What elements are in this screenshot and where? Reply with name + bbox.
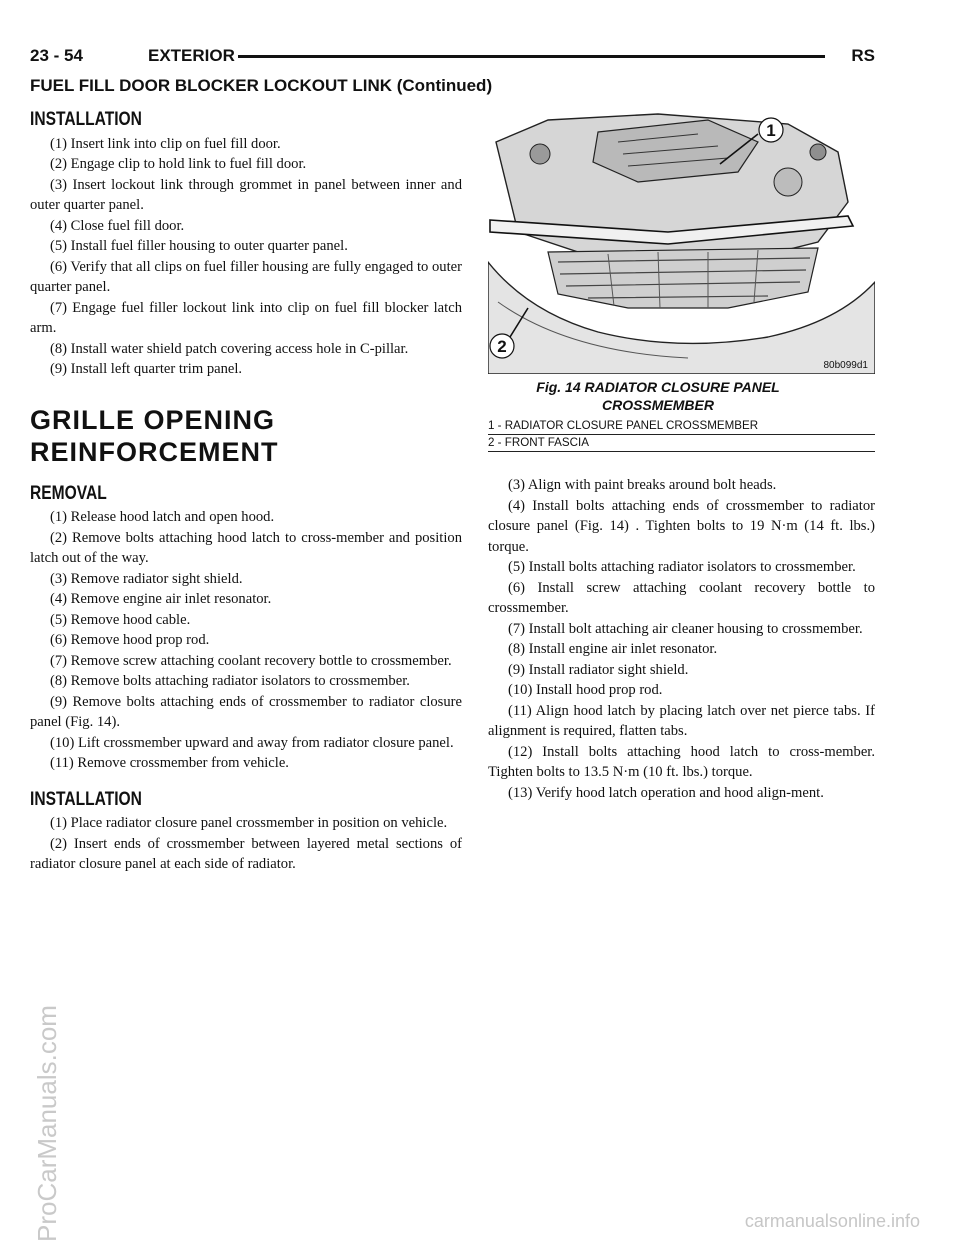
step: (4) Close fuel fill door.	[50, 217, 185, 234]
step: (10) Install hood prop rod.	[508, 682, 663, 698]
figure-radiator-crossmember	[488, 112, 875, 374]
removal-heading: REMOVAL	[30, 482, 107, 504]
callout-1: 1	[766, 121, 776, 140]
step: (6) Remove hood prop rod.	[50, 632, 210, 648]
figure-legend	[488, 418, 875, 452]
footer-watermark: carmanualsonline.info	[744, 1211, 920, 1231]
continued-title: FUEL FILL DOOR BLOCKER LOCKOUT LINK (Continued)	[30, 76, 493, 95]
model-code: RS	[851, 46, 875, 65]
step: (3) Remove radiator sight shield.	[50, 570, 243, 587]
page-header	[30, 42, 875, 72]
right-column	[488, 475, 875, 803]
engine-bay-illustration	[488, 112, 875, 374]
step: (2) Insert ends of crossmember between layered metal sections of radiator closure panel at each side of radiator.	[30, 835, 462, 872]
step: (1) Place radiator closure panel crossmember in position on vehicle.	[50, 815, 448, 831]
step: (5) Install fuel filler housing to outer quarter panel.	[50, 238, 348, 254]
installation-heading: INSTALLATION	[30, 788, 142, 810]
figure-caption	[488, 378, 875, 452]
step: (10) Lift crossmember upward and away from radiator closure panel.	[50, 734, 454, 751]
legend-item: 1 - RADIATOR CLOSURE PANEL CROSSMEMBER	[488, 418, 875, 435]
step: (6) Verify that all clips on fuel filler housing are fully engaged to outer quarter panel.	[30, 258, 462, 295]
step: (9) Install radiator sight shield.	[508, 661, 689, 678]
callout-2: 2	[497, 337, 507, 356]
caption-line: CROSSMEMBER	[601, 397, 714, 413]
step: (2) Remove bolts attaching hood latch to cross-member and position latch out of the way.	[30, 529, 462, 566]
step: (3) Insert lockout link through grommet in panel between inner and outer quarter panel.	[30, 176, 462, 213]
step: (6) Install screw attaching coolant recovery bottle to crossmember.	[488, 579, 875, 616]
step: (5) Remove hood cable.	[50, 611, 191, 628]
step: (9) Remove bolts attaching ends of crossmember to radiator closure panel (Fig. 14).	[30, 693, 462, 730]
installation-heading: INSTALLATION	[30, 109, 142, 130]
figure-code: 80b099d1	[823, 360, 868, 371]
step: (8) Install water shield patch covering access hole in C-pillar.	[50, 340, 409, 357]
step: (13) Verify hood latch operation and hood align-ment.	[508, 784, 824, 801]
step: (9) Install left quarter trim panel.	[50, 361, 243, 377]
section-title	[30, 404, 462, 468]
step: (11) Remove crossmember from vehicle.	[50, 755, 289, 771]
page-number: 23 - 54	[30, 46, 83, 65]
step: (11) Align hood latch by placing latch over net pierce tabs. If alignment is required, flatten tabs.	[488, 702, 875, 739]
caption-title	[488, 378, 828, 414]
step: (3) Align with paint breaks around bolt heads.	[508, 477, 777, 493]
step: (7) Remove screw attaching coolant recovery bottle to crossmember.	[50, 652, 452, 669]
step: (1) Insert link into clip on fuel fill door.	[50, 135, 281, 152]
step: (8) Install engine air inlet resonator.	[508, 641, 718, 657]
section-title-line: GRILLE OPENING	[30, 404, 276, 435]
header-rule	[238, 55, 825, 58]
step: (4) Install bolts attaching ends of crossmember to radiator closure panel (Fig. 14) . Tighten bolts to 19 N·m (14 ft. lbs.) torque.	[488, 497, 875, 555]
legend-item: 2 - FRONT FASCIA	[488, 435, 875, 452]
step: (12) Install bolts attaching hood latch to cross-member. Tighten bolts to 13.5 N·m (10 ft. lbs.) torque.	[488, 743, 875, 780]
left-column	[30, 110, 462, 875]
step: (7) Engage fuel filler lockout link into clip on fuel fill blocker latch arm.	[30, 299, 462, 336]
step: (5) Install bolts attaching radiator isolators to crossmember.	[508, 559, 856, 575]
step: (8) Remove bolts attaching radiator isolators to crossmember.	[50, 673, 410, 689]
side-watermark: ProCarManuals.com	[32, 1005, 62, 1242]
section-name: EXTERIOR	[148, 46, 235, 65]
caption-line: Fig. 14 RADIATOR CLOSURE PANEL	[536, 379, 780, 395]
step: (4) Remove engine air inlet resonator.	[50, 591, 272, 607]
section-title-line: REINFORCEMENT	[30, 436, 279, 467]
step: (1) Release hood latch and open hood.	[50, 509, 275, 525]
step: (2) Engage clip to hold link to fuel fill door.	[50, 156, 307, 172]
step: (7) Install bolt attaching air cleaner housing to crossmember.	[508, 620, 863, 637]
